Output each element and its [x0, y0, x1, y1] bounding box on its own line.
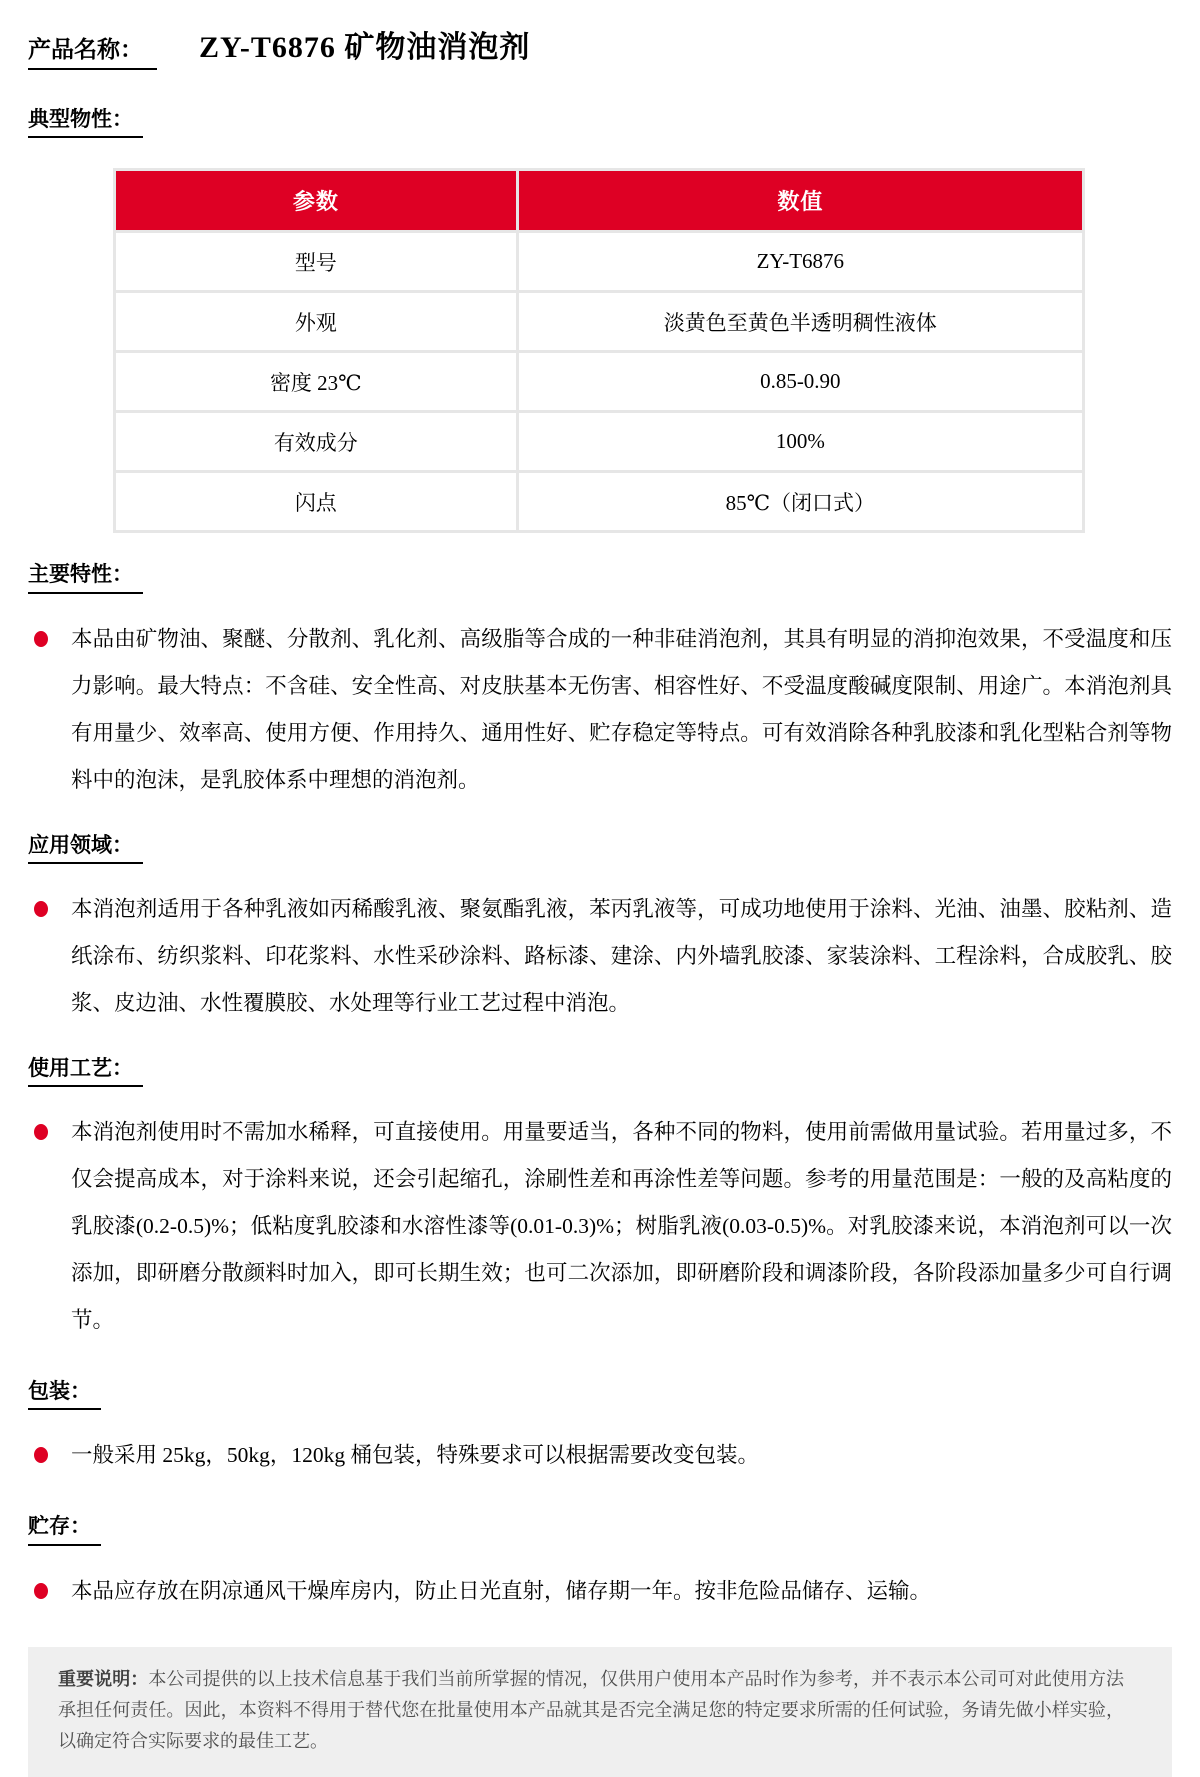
usage-item — [28, 1109, 1172, 1344]
features-item — [28, 616, 1172, 804]
usage-text: 本消泡剂使用时不需加水稀释，可直接使用。用量要适当，各种不同的物料，使用前需做用量试验。若用量过多，不仅会提高成本，对于涂料来说，还会引起缩孔，涂刷性差和再涂性差等问题。参考的用量范围是：一般的及高粘度的乳胶漆(0.2-0.5)%；低粘度乳胶漆和水溶性漆等(0.01-0.3)%；树脂乳液(0.03-0.5)%。对乳胶漆来说，本消泡剂可以一次添加，即研磨分散颜料时加入，即可长期生效；也可二次添加，即研磨阶段和调漆阶段，各阶段添加量多少可自行调节。 — [71, 1120, 1172, 1332]
application-item — [28, 886, 1172, 1027]
notice-label: 重要说明： — [58, 1668, 149, 1689]
bullet-icon — [34, 901, 48, 917]
properties-section — [28, 106, 1172, 138]
packaging-heading: 包装： — [28, 1378, 101, 1410]
storage-item — [28, 1568, 1172, 1615]
page-title: ZY-T6876 矿物油消泡剂 — [199, 31, 531, 64]
table-row — [116, 353, 1082, 410]
table-row — [116, 473, 1082, 530]
storage-heading: 贮存： — [28, 1513, 101, 1545]
param-cell: 有效成分 — [116, 413, 516, 470]
features-section — [28, 561, 1172, 803]
notice-text: 本公司提供的以上技术信息基于我们当前所掌握的情况，仅供用户使用本产品时作为参考，并不表示本公司可对此使用方法承担任何责任。因此，本资料不得用于替代您在批量使用本产品就其是否完全满足您的特定要求所需的任何试验，务请先做小样实验，以确定符合实际要求的最佳工艺。 — [58, 1668, 1125, 1751]
table-header-row — [116, 171, 1082, 230]
usage-heading: 使用工艺： — [28, 1055, 143, 1087]
bullet-icon — [34, 631, 48, 647]
table-header-parameter: 参数 — [116, 171, 516, 230]
param-cell: 密度 23℃ — [116, 353, 516, 410]
features-text: 本品由矿物油、聚醚、分散剂、乳化剂、高级脂等合成的一种非硅消泡剂，其具有明显的消抑泡效果，不受温度和压力影响。最大特点：不含硅、安全性高、对皮肤基本无伤害、相容性好、不受温度酸碱度限制、用途广。本消泡剂具有用量少、效率高、使用方便、作用持久、通用性好、贮存稳定等特点。可有效消除各种乳胶漆和乳化型粘合剂等物料中的泡沫，是乳胶体系中理想的消泡剂。 — [71, 626, 1172, 792]
storage-section — [28, 1513, 1172, 1614]
value-cell: 淡黄色至黄色半透明稠性液体 — [519, 293, 1082, 350]
properties-heading: 典型物性： — [28, 106, 143, 138]
bullet-icon — [34, 1124, 48, 1140]
param-cell: 外观 — [116, 293, 516, 350]
packaging-section — [28, 1378, 1172, 1479]
product-name-label: 产品名称： — [28, 31, 157, 70]
value-cell: 0.85-0.90 — [519, 353, 1082, 410]
param-cell: 型号 — [116, 233, 516, 290]
usage-section — [28, 1055, 1172, 1344]
table-row — [116, 413, 1082, 470]
properties-table — [113, 168, 1085, 533]
bullet-icon — [34, 1447, 48, 1463]
table-row — [116, 233, 1082, 290]
properties-table-wrap — [113, 168, 1172, 533]
table-row — [116, 293, 1082, 350]
important-notice-box — [28, 1647, 1172, 1777]
storage-text: 本品应存放在阴凉通风干燥库房内，防止日光直射，储存期一年。按非危险品储存、运输。 — [71, 1578, 932, 1603]
application-heading: 应用领域： — [28, 832, 143, 864]
value-cell: 85℃（闭口式） — [519, 473, 1082, 530]
application-text: 本消泡剂适用于各种乳液如丙稀酸乳液、聚氨酯乳液，苯丙乳液等，可成功地使用于涂料、光油、油墨、胶粘剂、造纸涂布、纺织浆料、印花浆料、水性采砂涂料、路标漆、建涂、内外墙乳胶漆、家装涂料、工程涂料，合成胶乳、胶浆、皮边油、水性覆膜胶、水处理等行业工艺过程中消泡。 — [71, 896, 1172, 1015]
packaging-text: 一般采用 25kg，50kg，120kg 桶包装，特殊要求可以根据需要改变包装。 — [71, 1443, 760, 1468]
packaging-item — [28, 1432, 1172, 1479]
value-cell: 100% — [519, 413, 1082, 470]
features-heading: 主要特性： — [28, 561, 143, 593]
bullet-icon — [34, 1583, 48, 1599]
title-row — [28, 22, 1172, 70]
param-cell: 闪点 — [116, 473, 516, 530]
value-cell: ZY-T6876 — [519, 233, 1082, 290]
table-header-value: 数值 — [519, 171, 1082, 230]
application-section — [28, 832, 1172, 1027]
